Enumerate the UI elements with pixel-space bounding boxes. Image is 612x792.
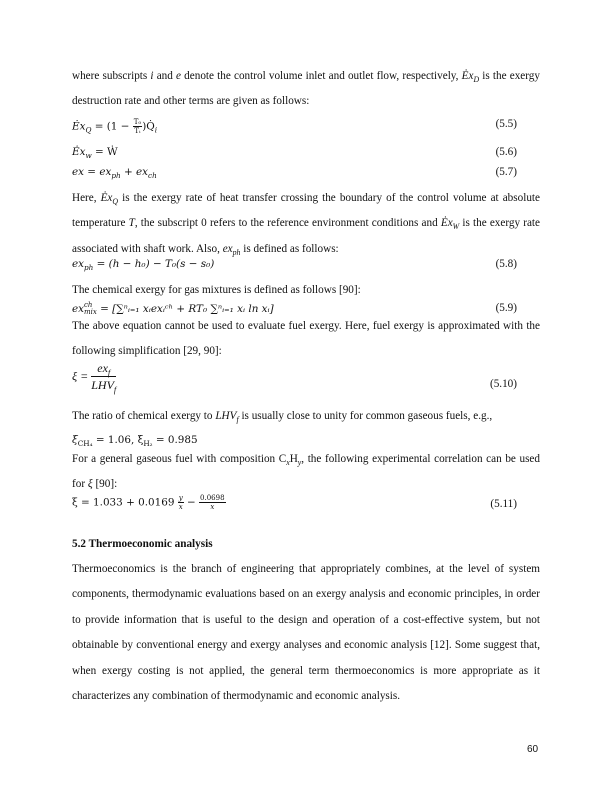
xi-sub-ch4: CH₄ xyxy=(77,439,93,449)
p5-text-3: [90]: xyxy=(92,478,118,491)
equation-number: (5.9) xyxy=(495,302,517,314)
equation-5-5 xyxy=(72,118,517,136)
equation-number: (5.11) xyxy=(490,498,517,510)
p4-lhv: LHV xyxy=(215,410,237,422)
eq511-fraction-2 xyxy=(199,494,226,511)
equation-5-6 xyxy=(72,146,517,164)
eq57-sub1: ph xyxy=(111,171,121,181)
equation-5-5-expression xyxy=(72,118,157,135)
p2-symbol-exw-sub: W xyxy=(452,222,460,232)
eq58-sub: ph xyxy=(84,263,94,273)
symbol-exd-sub: D xyxy=(473,75,480,85)
eq58-text: ex xyxy=(72,258,85,270)
eq57-sub2: ch xyxy=(148,171,157,181)
equation-number: (5.8) xyxy=(495,258,517,270)
eq511-f2-bot: x xyxy=(210,503,215,511)
eq511-minus: − xyxy=(183,496,200,509)
p2-symbol-exq-sub: Q xyxy=(112,197,119,207)
eq55-eq: = (1 − xyxy=(91,120,133,133)
equation-number: (5.6) xyxy=(495,146,517,158)
eq55-lhs: Ėx xyxy=(72,120,86,133)
eq56-lhs: Ėx xyxy=(72,146,86,158)
xi-symbol-1: ξ xyxy=(72,434,78,446)
eq511-f1-top: y xyxy=(178,494,183,502)
paragraph-2 xyxy=(72,186,540,262)
p5-text-2: , the following experimental correlation can be used for xyxy=(72,453,540,491)
eq510-top: ex xyxy=(97,361,108,375)
chemical-exergy-line: The chemical exergy for gas mixtures is defined as follows [90]: xyxy=(72,284,361,296)
eq510-top-sub: f xyxy=(107,368,111,378)
p2-symbol-exq: Ėx xyxy=(100,192,113,204)
eq55-rhs-sub: i xyxy=(154,125,158,135)
equation-number: (5.7) xyxy=(495,166,517,178)
eq55-lhs-sub: Q xyxy=(85,125,92,135)
p2-text-2: is the exergy rate of heat transfer crossing the boundary of the control volume at absolute temperature xyxy=(72,192,540,230)
eq511-f1-bot: x xyxy=(178,503,183,511)
eq59-lhs-sup: ch xyxy=(84,301,93,309)
paragraph-3: The above equation cannot be used to evaluate fuel exergy. Here, fuel exergy is approximated with the following simplification [29, 90]: xyxy=(72,320,540,358)
p4-text-1: The ratio of chemical exergy to xyxy=(72,410,216,422)
equation-5-7 xyxy=(72,166,517,184)
intro-text-2: and xyxy=(153,70,177,82)
eq510-fraction xyxy=(91,360,116,393)
eq58-rhs: = (h − h₀) − T₀(s − s₀) xyxy=(93,258,215,270)
p5-text-1: For a general gaseous fuel with composition C xyxy=(72,453,287,465)
p2-text-4: is the exergy rate associated with shaft work. Also, xyxy=(72,217,540,255)
equation-5-10 xyxy=(72,360,517,400)
eq55-fraction xyxy=(133,118,142,135)
intro-paragraph xyxy=(72,64,540,115)
paragraph-6: Thermoeconomics is the branch of engineering that appropriately combines, at the level of system components, thermodynamic evaluations based on an exergy analysis and economic principles, in order to provide information that is useful to the design and operation of a cost-effective system, but not obtainable by conventional energy and exergy analyses and economic analysis [12]. Some suggest that, when exergy costing is not applied, the general term thermoeconomics is more appropriate as it characterizes any combination of thermodynamic and economic analysis. xyxy=(72,563,540,703)
p2-symbol-exw: Ėx xyxy=(440,217,453,230)
xi-values-line xyxy=(72,432,198,448)
p5-xi: ξ xyxy=(87,478,93,491)
eq55-frac-bot: Tᵢ xyxy=(134,127,141,135)
eq510-lhs: ξ = xyxy=(72,369,92,383)
p4-text-2: is usually close to unity for common gaseous fuels, e.g., xyxy=(238,410,493,422)
xi-sub-h2: H₂ xyxy=(143,439,153,449)
eq55-frac-top: T₀ xyxy=(133,118,142,126)
intro-text-4: is the exergy destruction rate and other terms are given as follows: xyxy=(72,70,540,108)
p5-sub-y: y xyxy=(297,458,302,468)
eq57-plus: + ex xyxy=(120,166,149,178)
equation-5-7-expression xyxy=(72,166,157,181)
eq55-rhs: )Q̇ xyxy=(142,120,155,133)
paragraph-4 xyxy=(72,408,540,424)
xi-value-2: = 0.985 xyxy=(152,434,198,446)
eq57-text: ex = ex xyxy=(72,166,112,178)
page-number: 60 xyxy=(527,744,539,755)
eq511-lhs: ξ = 1.033 + 0.0169 xyxy=(72,496,178,509)
p2-text-3: , the subscript 0 refers to the reference environment conditions and xyxy=(134,217,441,230)
eq59-lhs-sub: mix xyxy=(84,308,97,316)
p2-text-1: Here, xyxy=(72,192,101,204)
p2-symbol-exph-sub: ph xyxy=(232,248,241,258)
subscript-i: i xyxy=(150,70,154,82)
equation-5-11-expression xyxy=(72,494,226,511)
section-heading: 5.2 Thermoeconomic analysis xyxy=(72,538,213,550)
p4-lhv-sub: f xyxy=(236,415,239,425)
equation-5-6-expression xyxy=(72,146,118,161)
equation-5-8 xyxy=(72,258,517,276)
equation-number: (5.5) xyxy=(495,118,517,130)
eq59-lhs: ex xyxy=(72,303,85,315)
eq510-denominator xyxy=(91,377,116,393)
equation-5-8-expression xyxy=(72,258,215,273)
p5-h: H xyxy=(289,453,298,465)
eq510-bot-sub: f xyxy=(113,385,117,395)
p2-symbol-exph: ex xyxy=(222,242,233,255)
p2-symbol-t: T xyxy=(128,217,135,230)
p5-sub-x: x xyxy=(286,458,290,468)
intro-text-3: denote the control volume inlet and outlet flow, respectively, xyxy=(181,70,462,82)
paragraph-5 xyxy=(72,447,540,498)
p2-text-5: is defined as follows: xyxy=(240,242,339,255)
eq511-f2-top: 0.0698 xyxy=(200,494,225,502)
subscript-e: e xyxy=(176,70,181,82)
equation-number: (5.10) xyxy=(489,378,517,390)
eq56-rhs: = Ẇ xyxy=(91,146,118,158)
eq510-numerator xyxy=(91,360,116,377)
eq510-bot: LHV xyxy=(91,378,114,392)
eq59-rhs: = [∑ⁿᵢ₌₁ xᵢexᵢᶜʰ + RT₀ ∑ⁿᵢ₌₁ xᵢ ln xᵢ] xyxy=(96,303,274,315)
xi-value-1: = 1.06, ξ xyxy=(92,434,144,446)
intro-text-1: where subscripts xyxy=(72,70,151,82)
equation-5-11 xyxy=(72,494,517,518)
equation-5-10-expression xyxy=(72,360,116,393)
symbol-exd: Ėx xyxy=(461,70,474,82)
eq56-lhs-sub: w xyxy=(85,151,92,161)
